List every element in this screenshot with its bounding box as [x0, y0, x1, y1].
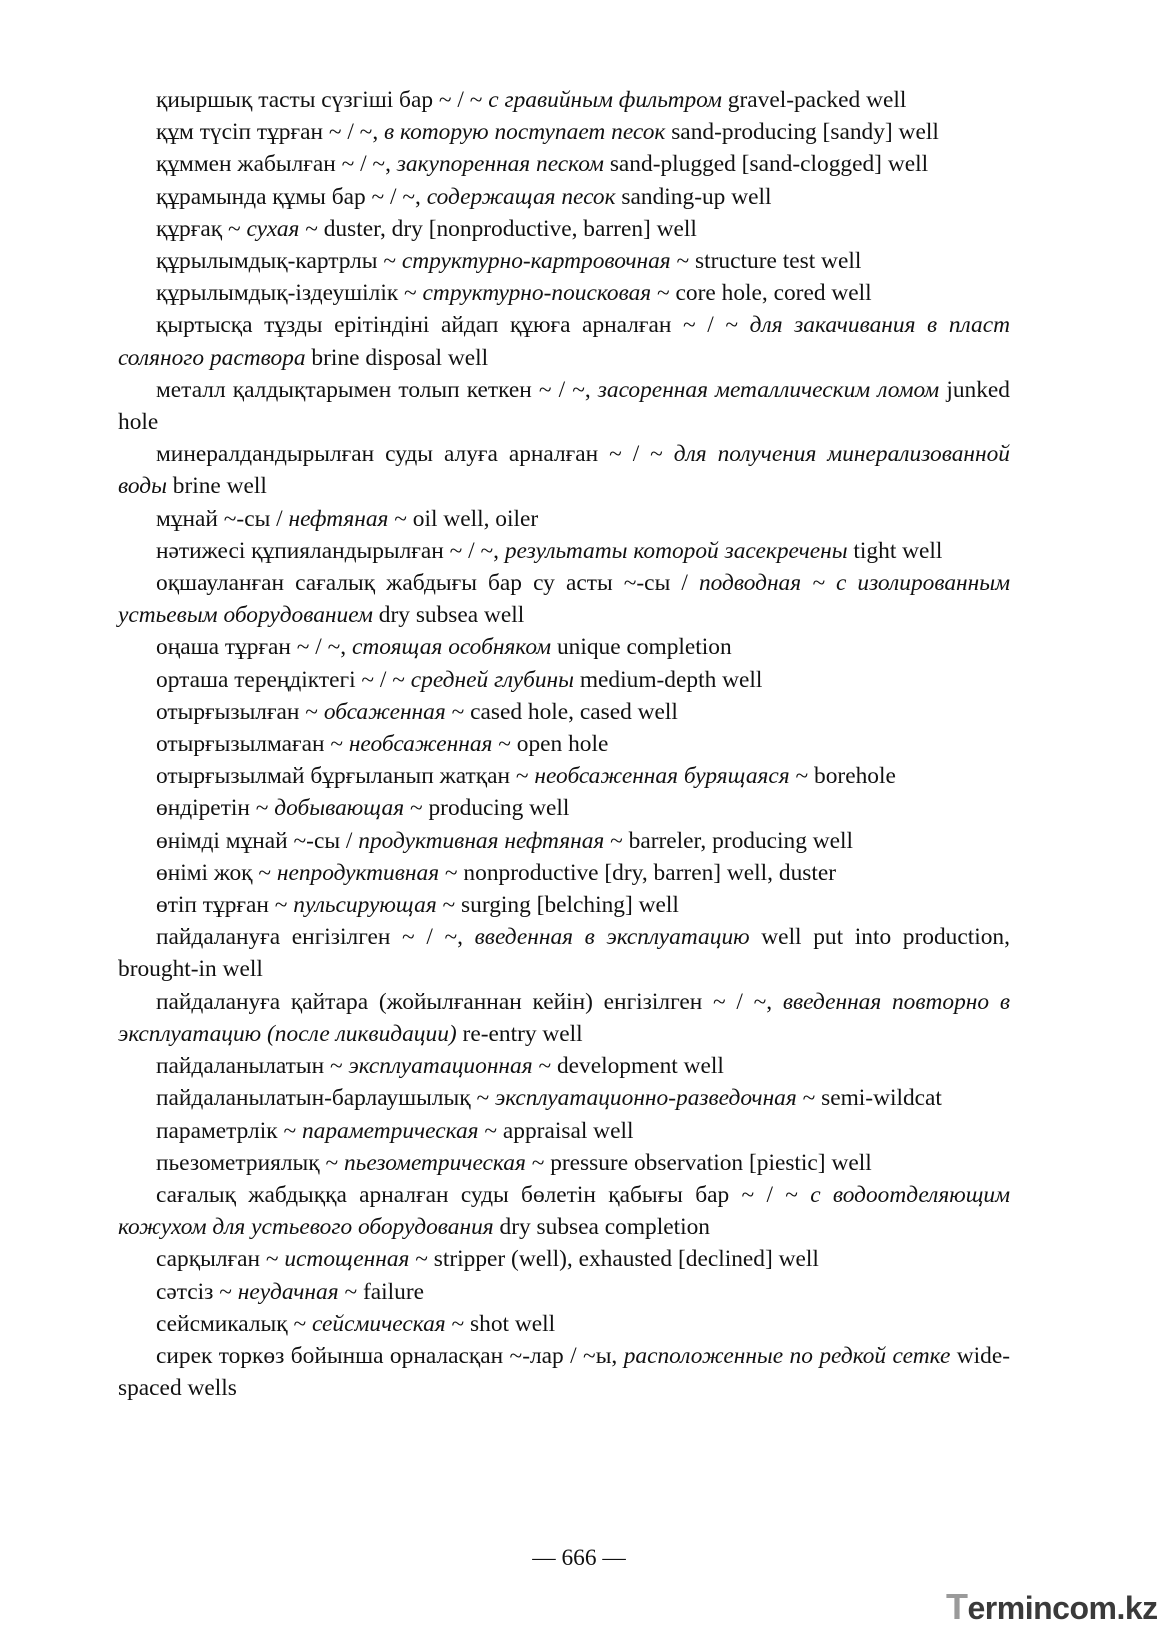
russian-term: пьезометрическая: [343, 1149, 526, 1176]
russian-term: продуктивная нефтяная: [358, 827, 605, 854]
dictionary-entry: [118, 1147, 1010, 1179]
english-term: ~ semi-wildcat: [796, 1085, 942, 1112]
russian-term: непродуктивная: [276, 859, 440, 886]
kazakh-term: пайдаланылатын ~: [156, 1053, 349, 1080]
english-term: ~ open hole: [492, 731, 609, 758]
kazakh-term: оңаша тұрған ~ / ~,: [156, 634, 352, 661]
dictionary-entry: [118, 1050, 1010, 1082]
english-term: dry subsea well: [372, 602, 525, 629]
dictionary-entry: [118, 438, 1010, 502]
english-term: junked hole: [118, 376, 1011, 436]
english-term: ~ borehole: [789, 763, 896, 790]
dictionary-entry: [118, 857, 1010, 889]
kazakh-term: құрылымдық-іздеушілік ~: [156, 280, 423, 307]
russian-term: необсаженная бурящаяся: [534, 763, 790, 790]
dictionary-entry: [118, 825, 1010, 857]
dictionary-entry: [118, 1115, 1010, 1147]
dictionary-entry: [118, 1243, 1010, 1275]
russian-term: с гравийным фильтром: [488, 87, 722, 113]
kazakh-term: құрылымдық-картрлы ~: [156, 248, 402, 275]
english-term: medium-depth well: [574, 666, 763, 693]
russian-term: результаты которой засекречены: [504, 537, 848, 564]
dictionary-entry: [118, 245, 1010, 277]
dictionary-entry: [118, 148, 1010, 180]
dictionary-entry: [118, 277, 1010, 309]
dictionary-entry: [118, 116, 1010, 148]
english-term: ~ duster, dry [nonproductive, barren] well: [299, 215, 697, 242]
dictionary-entry: [118, 986, 1010, 1050]
russian-term: необсаженная: [348, 731, 493, 758]
page-number: — 666 —: [532, 1545, 626, 1571]
dictionary-entry: [118, 181, 1010, 213]
dictionary-entry: [118, 84, 1010, 116]
russian-term: введенная повторно в эксплуатацию (после ликвидации): [118, 988, 1010, 1047]
dictionary-entry: [118, 1276, 1010, 1308]
english-term: ~ development well: [532, 1053, 724, 1080]
kazakh-term: мұнай ~-сы /: [156, 505, 289, 532]
dictionary-entry: [118, 664, 1010, 696]
dictionary-entry: [118, 567, 1010, 631]
russian-term: структурно-поисковая: [422, 280, 652, 307]
kazakh-term: оқшауланған сағалық жабдығы бар су асты ~-сы /: [156, 570, 699, 597]
kazakh-term: өндіретін ~: [156, 795, 275, 822]
english-term: gravel-packed well: [721, 87, 907, 113]
english-term: sanding-up well: [615, 183, 772, 210]
russian-term: добывающая: [274, 795, 405, 822]
kazakh-term: сирек торкөз бойынша орналасқан ~-лар / ~ы,: [156, 1342, 624, 1369]
dictionary-entry: [118, 728, 1010, 760]
english-term: ~ cased hole, cased well: [445, 698, 678, 725]
russian-term: сейсмическая: [311, 1310, 446, 1337]
dictionary-entry: [118, 374, 1010, 438]
russian-term: введенная в эксплуатацию: [474, 924, 750, 951]
kazakh-term: пайдалануға енгізілген ~ / ~,: [156, 924, 475, 951]
english-term: ~ surging [belching] well: [436, 892, 679, 919]
russian-term: неудачная: [237, 1278, 339, 1305]
english-term: ~ oil well, oiler: [388, 505, 539, 532]
russian-term: для закачивания в пласт соляного раствора: [118, 312, 1010, 371]
dictionary-entry: [118, 535, 1010, 567]
kazakh-term: пайдалануға қайтара (жойылғаннан кейін) енгізілген ~ / ~,: [156, 988, 783, 1015]
english-term: tight well: [847, 537, 943, 564]
dictionary-entry: [118, 1082, 1010, 1114]
russian-term: пульсирующая: [293, 892, 437, 919]
russian-term: структурно-картровочная: [401, 248, 671, 275]
english-term: ~ structure test well: [670, 248, 862, 275]
english-term: well put into production, brought-in well: [118, 924, 1010, 983]
dictionary-entry: [118, 1340, 1010, 1404]
kazakh-term: құммен жабылған ~ / ~,: [156, 151, 397, 178]
kazakh-term: қиыршық тасты сүзгіші бар ~ / ~: [156, 87, 489, 113]
dictionary-entry: [118, 760, 1010, 792]
kazakh-term: отырғызылған ~: [156, 698, 324, 725]
english-term: brine well: [166, 473, 267, 500]
dictionary-entry: [118, 1308, 1010, 1340]
logo-text: ermincom.kz: [967, 1590, 1158, 1626]
kazakh-term: сарқылған ~: [156, 1246, 285, 1273]
english-term: wide-spaced wells: [118, 1342, 1010, 1402]
kazakh-term: қыртысқа тұзды ерітіндіні айдап құюға арналған ~ / ~: [156, 312, 750, 339]
kazakh-term: өнімді мұнай ~-сы /: [156, 827, 359, 854]
russian-term: закупоренная песком: [396, 151, 604, 178]
russian-term: для получения минерализованной воды: [118, 441, 1010, 500]
kazakh-term: пьезометриялық ~: [156, 1149, 344, 1176]
termincom-logo: [946, 1587, 1158, 1628]
kazakh-term: орташа тереңдіктегі ~ / ~: [156, 666, 411, 693]
english-term: ~ core hole, cored well: [651, 280, 872, 307]
dictionary-entry: [118, 921, 1010, 985]
dictionary-entries: [118, 84, 1010, 1404]
english-term: ~ stripper (well), exhausted [declined] well: [409, 1246, 819, 1273]
english-term: sand-producing [sandy] well: [665, 119, 939, 146]
russian-term: в которую поступает песок: [384, 119, 666, 146]
russian-term: с водоотделяющим кожухом для устьевого оборудования: [118, 1181, 1010, 1241]
english-term: re-entry well: [456, 1020, 583, 1047]
kazakh-term: сейсмикалық ~: [156, 1310, 312, 1337]
kazakh-term: өнімі жоқ ~: [156, 859, 277, 886]
kazakh-term: отырғызылмай бұрғыланып жатқан ~: [156, 763, 535, 790]
english-term: ~ nonproductive [dry, barren] well, duster: [439, 859, 837, 886]
english-term: ~ pressure observation [piestic] well: [525, 1149, 872, 1176]
dictionary-entry: [118, 889, 1010, 921]
kazakh-term: металл қалдықтарымен толып кеткен ~ / ~,: [156, 376, 598, 403]
dictionary-entry: [118, 696, 1010, 728]
russian-term: эксплуатационно-разведочная: [494, 1085, 797, 1112]
kazakh-term: сағалық жабдыққа арналған суды бөлетін қабығы бар ~ / ~: [156, 1181, 811, 1208]
logo-mark: T: [946, 1586, 968, 1627]
english-term: ~ producing well: [404, 795, 570, 822]
russian-term: расположенные по редкой сетке: [623, 1342, 951, 1369]
russian-term: содержащая песок: [426, 183, 616, 210]
russian-term: сухая: [246, 215, 300, 242]
russian-term: нефтяная: [288, 505, 389, 532]
russian-term: подводная ~ с изолированным устьевым оборудованием: [118, 570, 1010, 629]
english-term: ~ barreler, producing well: [604, 827, 854, 854]
english-term: ~ appraisal well: [478, 1117, 634, 1144]
kazakh-term: параметрлік ~: [156, 1117, 302, 1144]
kazakh-term: құрғақ ~: [156, 215, 247, 242]
kazakh-term: нәтижесі құпияландырылған ~ / ~,: [156, 537, 505, 564]
russian-term: истощенная: [284, 1246, 410, 1273]
russian-term: эксплуатационная: [348, 1053, 533, 1080]
dictionary-entry: [118, 631, 1010, 663]
russian-term: обсаженная: [323, 698, 446, 725]
dictionary-entry: [118, 503, 1010, 535]
kazakh-term: өтіп тұрған ~: [156, 892, 294, 919]
russian-term: средней глубины: [410, 666, 574, 693]
english-term: sand-plugged [sand-clogged] well: [603, 151, 929, 178]
kazakh-term: пайдаланылатын-барлаушылық ~: [156, 1085, 495, 1112]
kazakh-term: құрамында құмы бар ~ / ~,: [156, 183, 427, 210]
english-term: dry subsea completion: [493, 1214, 710, 1241]
english-term: ~ shot well: [445, 1310, 556, 1337]
dictionary-entry: [118, 213, 1010, 245]
russian-term: параметрическая: [301, 1117, 479, 1144]
dictionary-entry: [118, 309, 1010, 373]
english-term: unique completion: [551, 634, 732, 661]
kazakh-term: сәтсіз ~: [156, 1278, 238, 1305]
kazakh-term: минералдандырылған суды алуға арналған ~ / ~: [156, 441, 674, 468]
russian-term: засоренная металлическим ломом: [597, 376, 940, 403]
dictionary-entry: [118, 1179, 1010, 1243]
english-term: ~ failure: [338, 1278, 424, 1305]
kazakh-term: құм түсіп тұрған ~ / ~,: [156, 119, 385, 146]
english-term: brine disposal well: [305, 344, 489, 371]
russian-term: стоящая особняком: [352, 634, 552, 661]
dictionary-entry: [118, 792, 1010, 824]
kazakh-term: отырғызылмаған ~: [156, 731, 349, 758]
